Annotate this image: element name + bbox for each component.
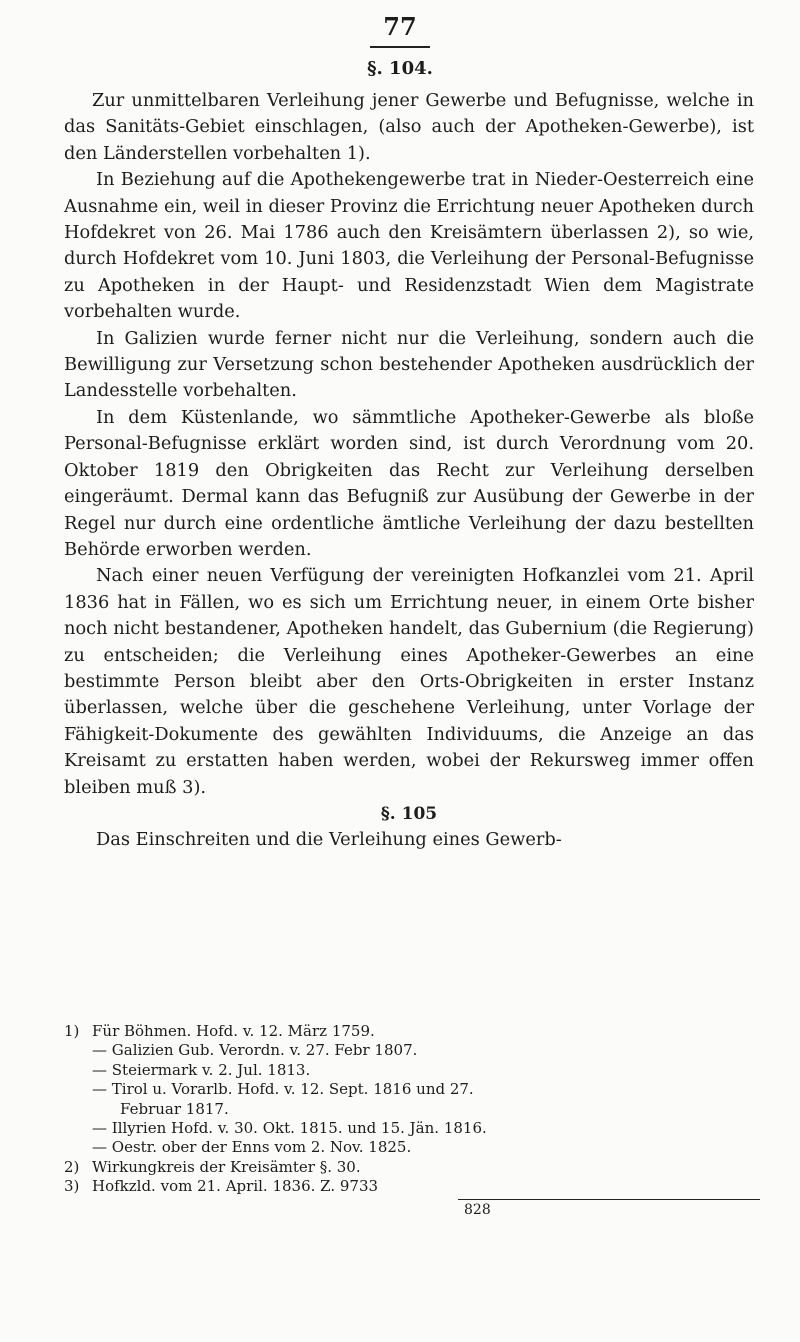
paragraph-2: In Beziehung auf die Apothekengewerbe trat in Nieder-Oesterreich eine Ausnahme ein, weil in dieser Provinz die Errichtung neuer Apotheken durch Hofdekret von 26. Mai 1786 auch den Kreisämtern überlassen 2), so wie, durch Hofdekret vom 10. Juni 1803, die Verleihung der Personal-Befugnisse zu Apotheken in der Haupt- und Residenzstadt Wien dem Magistrate vorbehalten wurde. — [64, 169, 754, 323]
paragraph-6: Das Einschreiten und die Verleihung eines Gewerb- — [96, 828, 562, 850]
next-section-heading: §. 105 — [380, 803, 438, 824]
footnote-line: — Illyrien Hofd. v. 30. Okt. 1815. und 15. Jän. 1816. — [92, 1119, 487, 1138]
page-number: 77 — [383, 12, 417, 41]
footnote-2 — [64, 1158, 754, 1177]
paragraph-5: Nach einer neuen Verfügung der vereinigten Hofkanzlei vom 21. April 1836 hat in Fällen, wo es sich um Errichtung neuer, in einem Orte bisher noch nicht bestandener, Apotheken handelt, das Gubernium (die Regierung) zu entscheiden; die Verleihung eines Apotheker-Gewerbes an eine bestimmte Person bleibt aber den Orts-Obrigkeiten in erster Instanz überlassen, welche über die geschehene Verleihung, unter Vorlage der Fähigkeit-Dokumente des gewählten Individuums, die Anzeige an das Kreisamt zu erstatten haben werden, wobei der Rekursweg immer offen bleiben muß 3). — [64, 565, 754, 798]
footnotes — [64, 1022, 754, 1220]
footnote-marker: 1) — [64, 1022, 80, 1040]
paragraph-4: In dem Küstenlande, wo sämmtliche Apotheker-Gewerbe als bloße Personal-Befugnisse erklärt worden sind, ist durch Verordnung vom 20. Oktober 1819 den Obrigkeiten das Recht zur Verleihung derselben eingeräumt. Dermal kann das Befugniß zur Ausübung der Gewerbe in der Regel nur durch eine ordentliche ämtliche Verleihung der dazu bestellten Behörde erworben werden. — [64, 406, 754, 560]
footnote-text: Hofkzld. vom 21. April. 1836. Z. 9733 — [92, 1177, 379, 1196]
main-text — [64, 88, 754, 853]
footnote-line: — Oestr. ober der Enns vom 2. Nov. 1825. — [92, 1138, 412, 1157]
footnote-1 — [64, 1022, 754, 1041]
footnote-line: Februar 1817. — [120, 1099, 229, 1118]
footnote-text: Wirkungkreis der Kreisämter §. 30. — [92, 1157, 361, 1176]
footnote-line: — Tirol u. Vorarlb. Hofd. v. 12. Sept. 1816 und 27. — [92, 1080, 474, 1099]
paragraph-1: Zur unmittelbaren Verleihung jener Gewerbe und Befugnisse, welche in das Sanitäts-Gebiet einschlagen, (also auch der Apotheken-Gewerbe), ist den Länderstellen vorbehalten 1). — [64, 90, 754, 164]
footnote-line: Für Böhmen. Hofd. v. 12. März 1759. — [92, 1022, 375, 1040]
section-heading: §. 104. — [367, 58, 433, 79]
paragraph-3: In Galizien wurde ferner nicht nur die Verleihung, sondern auch die Bewilligung zur Versetzung schon bestehender Apotheken ausdrücklich der Landesstelle vorbehalten. — [64, 327, 754, 402]
footnote-marker: 2) — [64, 1157, 80, 1176]
footnote-line: — Steiermark v. 2. Jul. 1813. — [92, 1060, 311, 1079]
page-number-rule — [370, 46, 430, 48]
footnote-marker: 3) — [64, 1177, 80, 1196]
footnote-line: — Galizien Gub. Verordn. v. 27. Febr 1807. — [92, 1041, 418, 1060]
sheet-mark: 828 — [464, 1201, 754, 1220]
footnote-3 — [64, 1177, 754, 1196]
